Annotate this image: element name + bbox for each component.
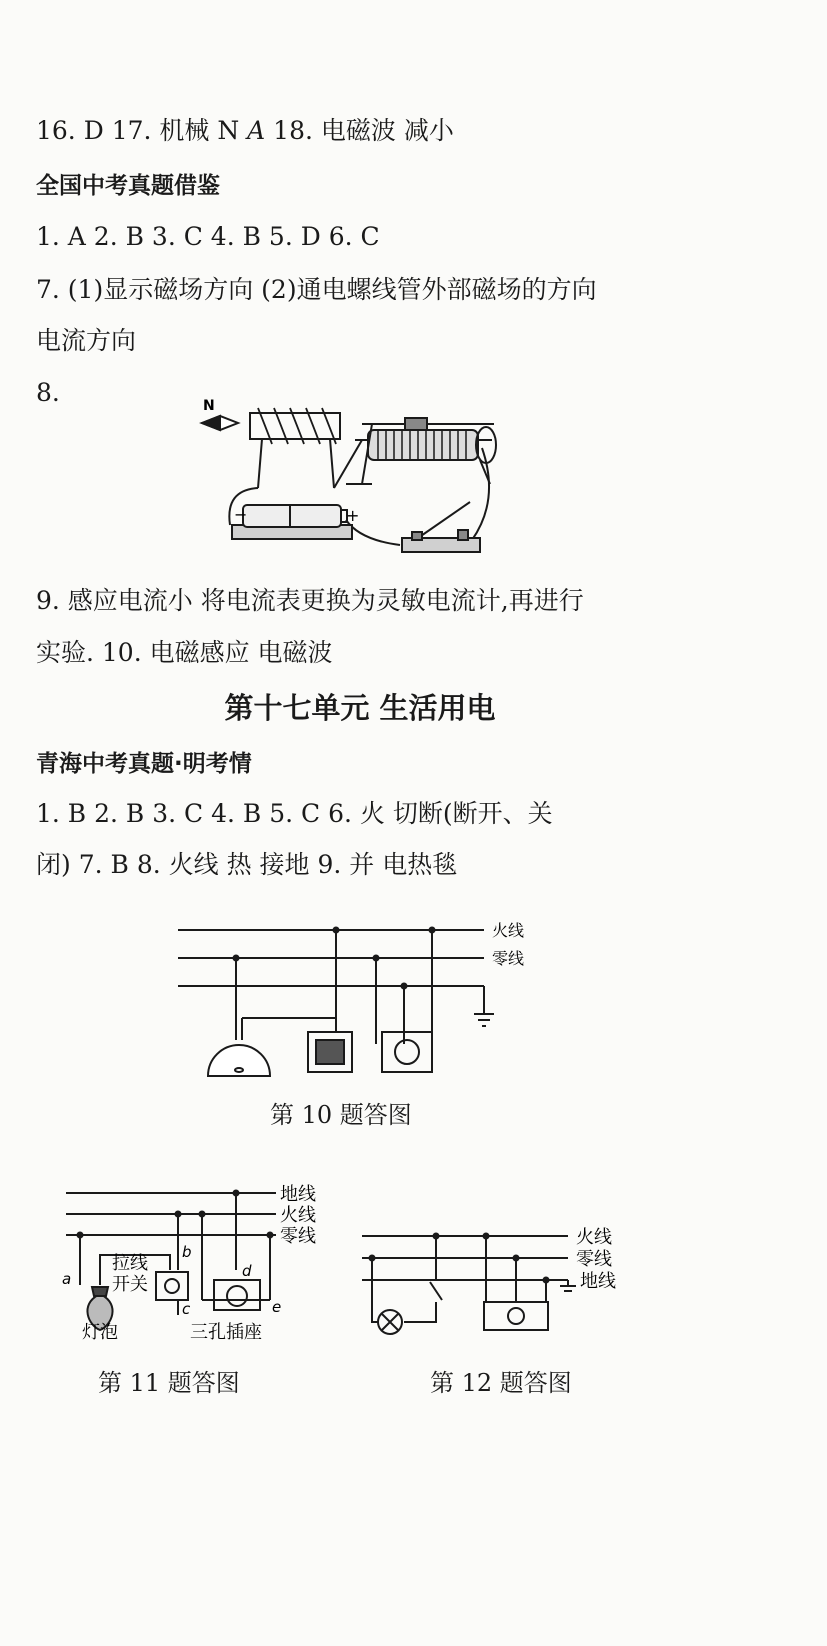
fig11-switch-label: 开关 bbox=[112, 1274, 148, 1295]
answer-16-17-text: 16. D 17. 机械 N bbox=[36, 116, 248, 145]
fig12-neutral-label: 零线 bbox=[576, 1249, 612, 1270]
fig11-point-a: a bbox=[62, 1270, 72, 1288]
answer-line-8: 8. bbox=[36, 378, 60, 407]
answer-line-7a: 7. (1)显示磁场方向 (2)通电螺线管外部磁场的方向 bbox=[36, 275, 597, 304]
fig10-caption: 第 10 题答图 bbox=[270, 1101, 412, 1129]
answer2-line-1-6: 1. B 2. B 3. C 4. B 5. C 6. 火 切断(断开、关 bbox=[36, 799, 553, 828]
fig11-bulb-label: 灯泡 bbox=[82, 1322, 118, 1343]
fig10-neutral-label: 零线 bbox=[492, 949, 525, 968]
fig11-pull-label: 拉线 bbox=[112, 1253, 148, 1274]
fig11-point-c: c bbox=[182, 1300, 191, 1318]
fig10-live-label: 火线 bbox=[492, 921, 525, 940]
fig12-caption: 第 12 题答图 bbox=[430, 1369, 572, 1397]
fig11-socket-label: 三孔插座 bbox=[190, 1322, 262, 1343]
section-heading-qinghai: 青海中考真题·明考情 bbox=[36, 751, 252, 777]
fig12-live-label: 火线 bbox=[576, 1227, 612, 1248]
fig11-neutral-label: 零线 bbox=[280, 1226, 316, 1247]
answer-17-italic: A bbox=[247, 116, 266, 145]
answer-line-7b: 电流方向 bbox=[36, 326, 137, 355]
battery-minus-label: − bbox=[234, 505, 248, 524]
fig11-point-b: b bbox=[182, 1243, 192, 1261]
answer2-line-7-9: 闭) 7. B 8. 火线 热 接地 9. 并 电热毯 bbox=[36, 850, 458, 879]
answer-line-9a: 9. 感应电流小 将电流表更换为灵敏电流计,再进行 bbox=[36, 586, 584, 615]
fig11-live-label: 火线 bbox=[280, 1205, 316, 1226]
fig11-caption: 第 11 题答图 bbox=[98, 1369, 240, 1397]
answer-line-1-6: 1. A 2. B 3. C 4. B 5. D 6. C bbox=[36, 222, 380, 251]
answer-18-text: 18. 电磁波 减小 bbox=[265, 116, 454, 145]
compass-n-label: N bbox=[203, 398, 215, 414]
fig12-socket-box bbox=[484, 1302, 548, 1330]
battery-plus-label: + bbox=[346, 506, 360, 525]
section-heading-national: 全国中考真题借鉴 bbox=[36, 173, 220, 199]
fig12-ground-label: 地线 bbox=[580, 1271, 616, 1292]
unit-title: 第十七单元 生活用电 bbox=[224, 691, 496, 725]
fig11-ground-label: 地线 bbox=[280, 1184, 316, 1205]
answer-line-9b: 实验. 10. 电磁感应 电磁波 bbox=[36, 638, 333, 667]
fig11-point-d: d bbox=[242, 1262, 252, 1280]
fig11-point-e: e bbox=[272, 1298, 282, 1316]
